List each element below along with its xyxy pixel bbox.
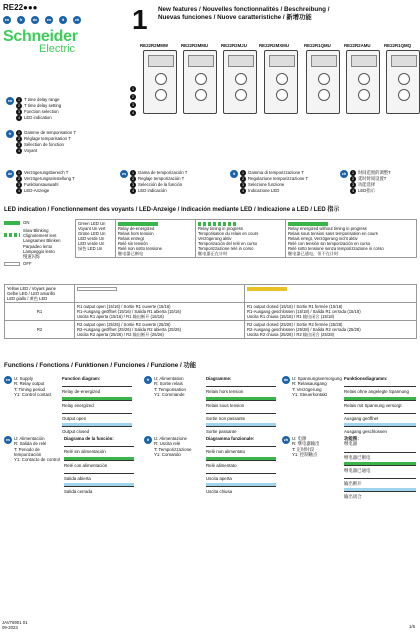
num-3: 3 xyxy=(132,183,134,187)
wave-line xyxy=(344,383,416,387)
wave-line xyxy=(62,383,132,387)
device-label: RE22R1QMU xyxy=(304,43,331,48)
wave-line xyxy=(344,423,416,427)
wave-line xyxy=(206,397,276,401)
diagram-item: Sortie passante xyxy=(206,429,237,435)
num-2: 2 xyxy=(18,104,20,108)
lang-es-badge: es xyxy=(46,18,52,22)
lang-fr-badge: fr xyxy=(17,16,25,24)
func-def: U: Alimentazione xyxy=(154,436,187,441)
device-image xyxy=(143,50,177,114)
led-on-label: ON xyxy=(23,220,30,225)
func-def: R: Uscita relè xyxy=(154,441,181,447)
wave-line xyxy=(344,410,416,414)
num-2: 2 xyxy=(18,137,20,141)
brand-logo xyxy=(3,28,123,58)
feature-item: LED indication xyxy=(24,115,52,121)
feature-item: Gama de temporización T xyxy=(138,170,188,176)
callout-numbers xyxy=(130,86,138,116)
brand-name: Schneider xyxy=(3,28,78,45)
callout-4: 4 xyxy=(132,111,134,115)
num-3: 3 xyxy=(18,110,20,114)
wave-line xyxy=(62,423,132,427)
device-image xyxy=(346,50,380,114)
num-1: 1 xyxy=(18,131,20,135)
feature-item: Gamme de temporisation T xyxy=(24,130,76,136)
wave-line xyxy=(206,470,276,474)
func-def: R: Sortie relais xyxy=(154,381,183,387)
func-def: T: 定时时段 xyxy=(292,446,315,452)
func-def: R: Salida de relé xyxy=(14,441,47,447)
device-image xyxy=(386,50,420,114)
r1-closed-text: R1 output closed (15/16) / Sortie R1 fermée (15/18) R1-Ausgang geschlossen (15/18) / Salida R1 cerrada (15/18) Uscita R1 chiusa (15/18) / R1 输出闭合 (15/18) xyxy=(245,303,417,321)
lang-it-badge: it xyxy=(59,16,67,24)
relay-deenergized-cell xyxy=(116,220,196,258)
diagram-item: 继电器 xyxy=(344,441,358,447)
relay-open-swatch xyxy=(77,287,117,291)
diagram-item: 继电器已通电 xyxy=(344,467,371,473)
wave-line xyxy=(206,410,276,414)
relay-no-timing-text: Relay energized without timing in progress Relais sous tension sans temporisation en cours Relais erregt, Verzögerung nicht aktiv Relé con tensión sin temporización en curso Relè sotto tensione senza temporizzazione in corso 继电器已通电，但不在计时 xyxy=(288,226,384,257)
num-3: 3 xyxy=(352,183,354,187)
lang-fr-badge: fr xyxy=(144,376,152,384)
feature-item: Reglaje temporización T xyxy=(138,176,185,182)
lang-zh-badge: zh xyxy=(74,18,80,22)
func-def: Y1: Contacto de control xyxy=(14,457,60,463)
diagram-item: Relais hors tension xyxy=(206,389,244,395)
diagram-item: Relè alimentato xyxy=(206,462,237,468)
yellow-led-cell: Yellow LED / Voyant jaune Gelbe LED / LED amarillo LED giallo / 黄色 LED xyxy=(5,285,75,303)
feature-item: Réglage temporisation T xyxy=(24,136,71,142)
led-yellow-table xyxy=(4,284,417,339)
func-def: R: Relay output xyxy=(14,381,45,387)
func-block-zh xyxy=(282,436,418,500)
wave-line xyxy=(344,397,416,401)
diagram-item: Relay de-energized xyxy=(62,389,101,395)
footer-docref xyxy=(2,620,27,630)
feature-list-de xyxy=(6,170,75,194)
device-label: RE22R2MMU xyxy=(181,43,209,48)
wave-line xyxy=(206,483,276,487)
device-label: RE22R2MJU xyxy=(221,43,247,48)
r1-label: R1 xyxy=(5,303,75,321)
feature-item: T time delay setting xyxy=(24,103,62,109)
num-4: 4 xyxy=(18,116,20,120)
wave-line xyxy=(62,410,132,414)
device-label: RE22R1QMQ xyxy=(384,43,412,48)
doc-date: 09-2023 xyxy=(2,625,18,631)
lang-en-badge: en xyxy=(4,18,10,22)
feature-item: LED indicación xyxy=(138,188,167,194)
callout-2: 2 xyxy=(132,95,134,99)
num-2: 2 xyxy=(352,177,354,181)
func-def: T: Periodo de temporización xyxy=(14,446,42,457)
lang-zh-badge: zh xyxy=(283,438,289,442)
diagram-item: Relay energized xyxy=(62,402,94,408)
num-1: 1 xyxy=(18,98,20,102)
feature-item: Selección de la función xyxy=(138,182,183,188)
device-label: RE22R2MXMU xyxy=(259,43,290,48)
func-def: U: Alimentación xyxy=(14,436,45,441)
diagram-item: Uscita aperta xyxy=(206,475,232,481)
feature-item: 时间范围的调整T xyxy=(358,170,391,176)
lang-it-badge: it xyxy=(230,170,238,178)
num-4: 4 xyxy=(18,189,20,193)
page-number-big: 1 xyxy=(132,4,148,35)
relay-deenergized-text: Relay de-energized Relais hors tension Relais entregt Relé sin tensión Relè non sotto tensione 继电器已断电 xyxy=(118,226,162,257)
r1-open-swatch-cell xyxy=(75,285,245,303)
title-line-2: Nuevas funciones / Nuove caratteristiche / 新增功能 xyxy=(158,13,312,21)
device-label: RE22R2MMW xyxy=(140,43,169,48)
feature-item: LED-Anzeige xyxy=(24,188,50,194)
wave-line xyxy=(64,457,134,461)
wave-line xyxy=(344,488,416,492)
func-def: T: Verzögerung xyxy=(292,386,322,392)
feature-item: LED指示 xyxy=(358,188,375,194)
feature-item: Sélection de fonction xyxy=(24,142,64,148)
led-off-swatch xyxy=(4,262,20,266)
doc-ref: JAV76901 01 xyxy=(2,620,28,625)
wave-line xyxy=(64,470,134,474)
func-def: U: Alimentation xyxy=(154,376,184,381)
num-1: 1 xyxy=(242,171,244,175)
diagram-item: Sortie non passante xyxy=(206,415,246,421)
lang-it-badge: it xyxy=(144,436,152,444)
func-def: T: Temporizzazione xyxy=(154,446,192,452)
title-line-1: New features / Nouvelles fonctionnalités / Beschreibung / xyxy=(158,6,330,13)
func-def: Y1: 控制触点 xyxy=(292,451,318,457)
feature-list-zh xyxy=(340,170,391,194)
functions-title: Functions / Fonctions / Funktionen / Funciones / Funzione / 功能 xyxy=(4,362,197,369)
func-def: T: Temporisation xyxy=(154,386,186,392)
feature-item: Indicazione LED xyxy=(248,188,280,194)
num-3: 3 xyxy=(18,183,20,187)
feature-list-fr xyxy=(6,130,76,154)
feature-list-it xyxy=(230,170,308,194)
num-1: 1 xyxy=(132,171,134,175)
diagram-item: Uscita chiusa xyxy=(206,489,233,495)
diagram-label: Diagrama de la función: xyxy=(64,436,114,441)
diagram-item: Relais mit Spannung versorgt xyxy=(344,402,402,408)
diagram-item: Salida abierta xyxy=(64,475,91,481)
diagram-item: Ausgang geschlossen xyxy=(344,429,387,435)
led-section-title: LED indication / Fonctionnement des voyants / LED-Anzeige / Indicación mediante LED / Indicazione a LED / LED 指示 xyxy=(4,207,340,213)
diagram-item: 输出闭合 xyxy=(344,494,362,500)
feature-item: Verzögerungsbereich T xyxy=(24,170,69,176)
feature-item: 功能选择 xyxy=(358,182,376,188)
lang-es-badge: es xyxy=(5,438,11,442)
footer-page: 1/6 xyxy=(409,624,415,629)
wave-line xyxy=(64,443,134,447)
callout-3: 3 xyxy=(132,103,134,107)
feature-item: Function selection xyxy=(24,109,59,115)
led-blink-label: Slow Blinking Clignotement lent Langsames Blinken Parpadeo lento Lampeggio lento 慢速闪烁 xyxy=(23,228,61,259)
func-def: Y1: Control contact xyxy=(14,391,52,397)
wave-line xyxy=(344,475,416,479)
device-image xyxy=(306,50,340,114)
r1-closed-swatch-cell xyxy=(245,285,417,303)
diagram-item: Output closed xyxy=(62,429,90,435)
language-row xyxy=(3,16,81,24)
led-on-swatch xyxy=(4,221,20,225)
wave-line xyxy=(206,457,276,461)
diagram-item: Ausgang geöffnet xyxy=(344,415,379,421)
diagram-item: Output open xyxy=(62,415,87,421)
device-label: RE22R2AMU xyxy=(344,43,371,48)
lang-en-badge: en xyxy=(7,99,13,103)
func-def: Y1: Steuerkontakt xyxy=(292,391,327,397)
r1-open-text: R1 output open (15/16) / Sortie R1 ouverte (15/16) R1-Ausgang geöffnet (15/16) / Salida R1 abierta (15/16) Uscita R1 aperta (15/16) / R1 输出断开 (15/16) xyxy=(75,303,245,321)
func-def: R: 继电器输出 xyxy=(292,441,320,447)
green-led-cell: Green LED Un Voyant Un vert Grüne LED Un LED verde Un LED verde Un 绿色 LED Un xyxy=(76,220,116,258)
page-title xyxy=(158,6,329,22)
r2-open-text: R2 output open (25/26) / Sortie R2 ouverte (25/26) R2-Ausgang geöffnet (25/26) / Salida R2 abierta (25/26) Uscita R2 aperta (25/26) / R2 输出断开 (25/26) xyxy=(75,321,245,339)
func-def: U: Spannungsversorgung xyxy=(292,376,342,381)
led-blink-swatch xyxy=(4,233,20,237)
led-green-table xyxy=(75,219,417,258)
feature-item: Funktionsauswahl xyxy=(24,182,59,188)
num-4: 4 xyxy=(18,149,20,153)
callout-1: 1 xyxy=(132,87,134,91)
wave-line xyxy=(64,483,134,487)
diagram-item: 继电器已断电 xyxy=(344,454,371,460)
func-def: U: 电源 xyxy=(292,436,307,441)
diagram-label: Function diagram: xyxy=(62,376,101,381)
func-block-fr xyxy=(144,376,284,434)
wave-line xyxy=(344,449,416,453)
led-off-label: OFF xyxy=(23,261,32,267)
diagram-label: Diagramme: xyxy=(206,376,232,381)
feature-item: 延时时间设置T xyxy=(358,176,387,182)
func-def: Y1: Comando xyxy=(154,451,181,457)
led-legend xyxy=(4,220,74,266)
feature-item: Regolazione temporizzazione T xyxy=(248,176,309,182)
r2-closed-text: R2 output closed (25/28) / Sortie R2 fermée (25/28) R2-Ausgang geschlossen (25/28) / Salida R2 cerrada (25/28) Uscita R2 chiusa (25/28) / R2 输出闭合 (25/28) xyxy=(245,321,417,339)
func-def: U: Supply xyxy=(14,376,34,381)
num-2: 2 xyxy=(242,177,244,181)
num-4: 4 xyxy=(242,189,244,193)
diagram-label: 功能图： xyxy=(344,436,362,441)
func-def: R: Relaisausgang xyxy=(292,381,327,387)
func-block-en xyxy=(4,376,144,434)
num-1: 1 xyxy=(18,171,20,175)
wave-line xyxy=(206,383,276,387)
lang-en-badge: en xyxy=(5,378,11,382)
wave-line xyxy=(206,443,276,447)
lang-es-badge: es xyxy=(121,172,127,176)
diagram-item: Relais sous tension xyxy=(206,402,245,408)
num-4: 4 xyxy=(352,189,354,193)
func-block-it xyxy=(144,436,284,494)
relay-timing-cell xyxy=(196,220,286,258)
feature-list-en xyxy=(6,97,61,121)
diagram-item: Relè non alimentato xyxy=(206,449,246,455)
feature-item: Selezione funzione xyxy=(248,182,285,188)
lang-de-badge: de xyxy=(7,172,13,176)
relay-closed-swatch xyxy=(247,287,287,291)
func-block-es xyxy=(4,436,144,494)
feature-item: Voyant xyxy=(24,148,38,154)
device-image xyxy=(223,50,257,114)
lang-zh-badge: zh xyxy=(341,172,347,176)
lang-fr-badge: fr xyxy=(6,130,14,138)
func-def: Y1: Commande xyxy=(154,391,185,397)
diagram-item: 输出断开 xyxy=(344,481,362,487)
relay-no-timing-cell xyxy=(286,220,417,258)
num-1: 1 xyxy=(352,171,354,175)
wave-line xyxy=(206,423,276,427)
feature-item: Verzögerungseinstellung T xyxy=(24,176,75,182)
func-def: T: Timing period xyxy=(14,386,45,392)
diagram-item: Salida cerrada xyxy=(64,489,93,495)
diagram-item: Relé sin alimentación xyxy=(64,449,106,455)
diagram-item: Relé con alimentación xyxy=(64,462,108,468)
wave-line xyxy=(344,462,416,466)
feature-item: T time delay range xyxy=(24,97,60,103)
device-image xyxy=(264,50,298,114)
doc-code: RE22●●● xyxy=(3,3,38,12)
lang-de-badge: de xyxy=(32,18,38,22)
lang-de-badge: de xyxy=(283,378,289,382)
feature-list-es xyxy=(120,170,187,194)
num-2: 2 xyxy=(132,177,134,181)
r2-label: R2 xyxy=(5,321,75,339)
wave-line xyxy=(62,397,132,401)
num-2: 2 xyxy=(18,177,20,181)
diagram-label: Diagramma funzionale: xyxy=(206,436,255,441)
diagram-item: Relais ohne angelegte Spannung xyxy=(344,389,409,395)
num-4: 4 xyxy=(132,189,134,193)
num-3: 3 xyxy=(18,143,20,147)
relay-timing-text: Relay timing in progress Temporisation du relais en cours Verzögerung aktiv Temporización del relé en curso Temporizzazione relè in corso 继电器正在计时 xyxy=(198,226,259,257)
feature-item: Gamma di temporizzazione T xyxy=(248,170,305,176)
device-image xyxy=(183,50,217,114)
diagram-label: Funktionsdiagramm: xyxy=(344,376,388,381)
num-3: 3 xyxy=(242,183,244,187)
func-block-de xyxy=(282,376,418,434)
brand-sub: Electric xyxy=(39,43,76,56)
